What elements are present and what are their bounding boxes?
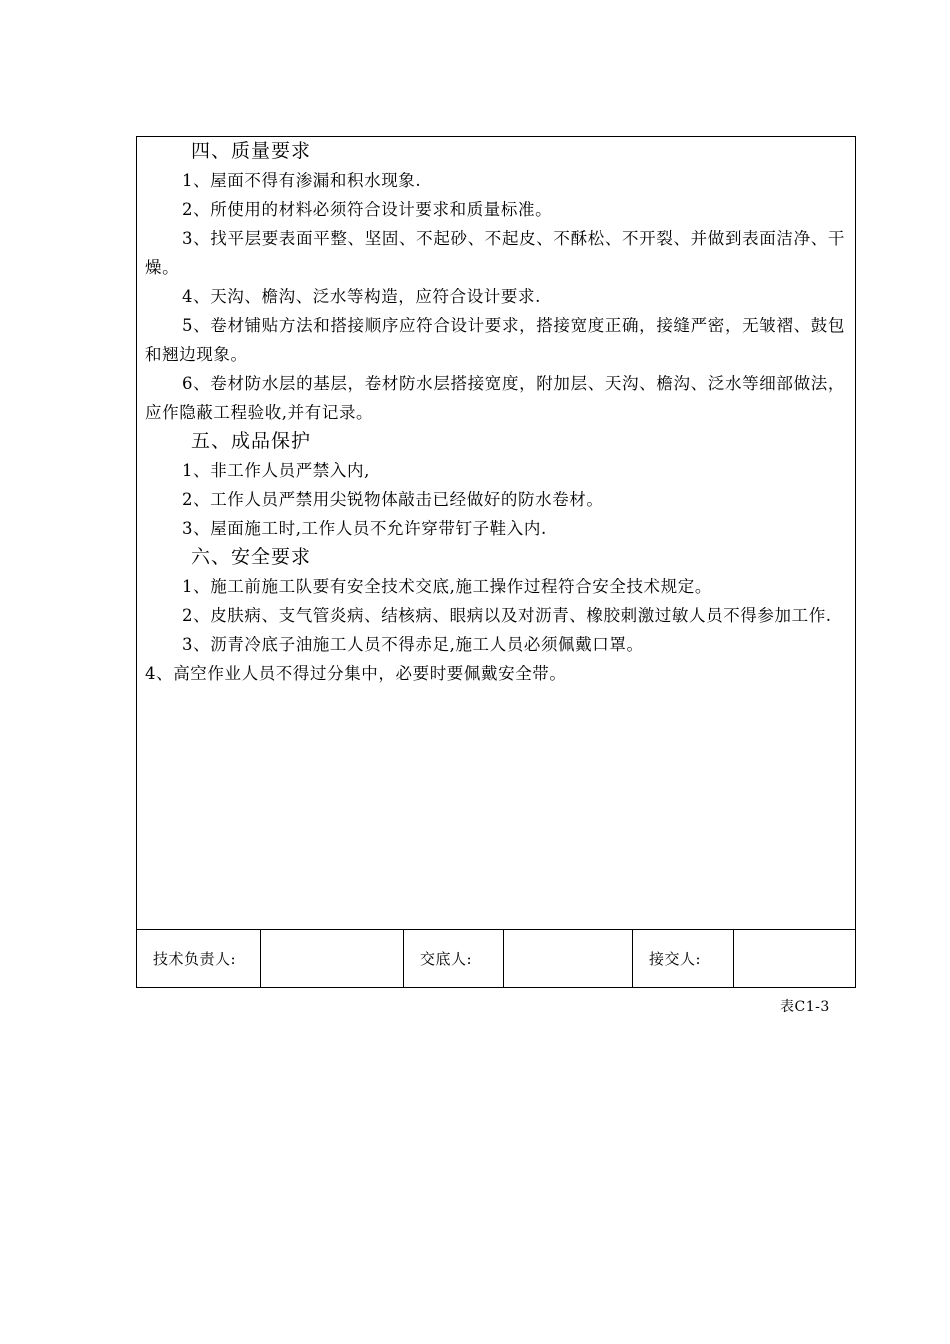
quality-item-5: 5、卷材铺贴方法和搭接顺序应符合设计要求，搭接宽度正确，接缝严密，无皱褶、鼓包和翘边现象。	[145, 316, 845, 364]
safety-item-2: 2、皮肤病、支气管炎病、结核病、眼病以及对沥青、橡胶刺激过敏人员不得参加工作.	[182, 606, 832, 625]
signature-row	[137, 929, 855, 987]
discloser-field[interactable]	[504, 930, 633, 987]
quality-item-1: 1、屋面不得有渗漏和积水现象.	[182, 171, 422, 190]
tech-lead-field[interactable]	[261, 930, 404, 987]
quality-item-2: 2、所使用的材料必须符合设计要求和质量标准。	[182, 200, 553, 219]
safety-item-1: 1、施工前施工队要有安全技术交底,施工操作过程符合安全技术规定。	[182, 577, 712, 596]
safety-item-4: 4、高空作业人员不得过分集中，必要时要佩戴安全带。	[145, 664, 567, 683]
receiver-field[interactable]	[734, 930, 855, 987]
receiver-label: 接交人:	[633, 930, 734, 987]
section-heading-quality: 四、质量要求	[191, 140, 312, 162]
tech-lead-label: 技术负责人:	[137, 930, 261, 987]
quality-item-6: 6、卷材防水层的基层，卷材防水层搭接宽度，附加层、天沟、檐沟、泛水等细部做法，应作隐蔽工程验收,并有记录。	[145, 374, 845, 422]
form-body	[137, 137, 855, 929]
discloser-label: 交底人:	[404, 930, 504, 987]
quality-item-3: 3、找平层要表面平整、坚固、不起砂、不起皮、不酥松、不开裂、并做到表面洁净、干燥。	[145, 229, 845, 277]
protection-item-1: 1、非工作人员严禁入内,	[182, 461, 370, 480]
quality-item-4: 4、天沟、檐沟、泛水等构造，应符合设计要求.	[182, 287, 541, 306]
section-heading-protection: 五、成品保护	[191, 430, 312, 452]
protection-item-3: 3、屋面施工时,工作人员不允许穿带钉子鞋入内.	[182, 519, 547, 538]
section-heading-safety: 六、安全要求	[191, 546, 312, 568]
safety-item-3: 3、沥青冷底子油施工人员不得赤足,施工人员必须佩戴口罩。	[182, 635, 644, 654]
form-number: 表C1-3	[780, 999, 830, 1015]
protection-item-2: 2、工作人员严禁用尖锐物体敲击已经做好的防水卷材。	[182, 490, 604, 509]
disclosure-form	[136, 136, 856, 988]
